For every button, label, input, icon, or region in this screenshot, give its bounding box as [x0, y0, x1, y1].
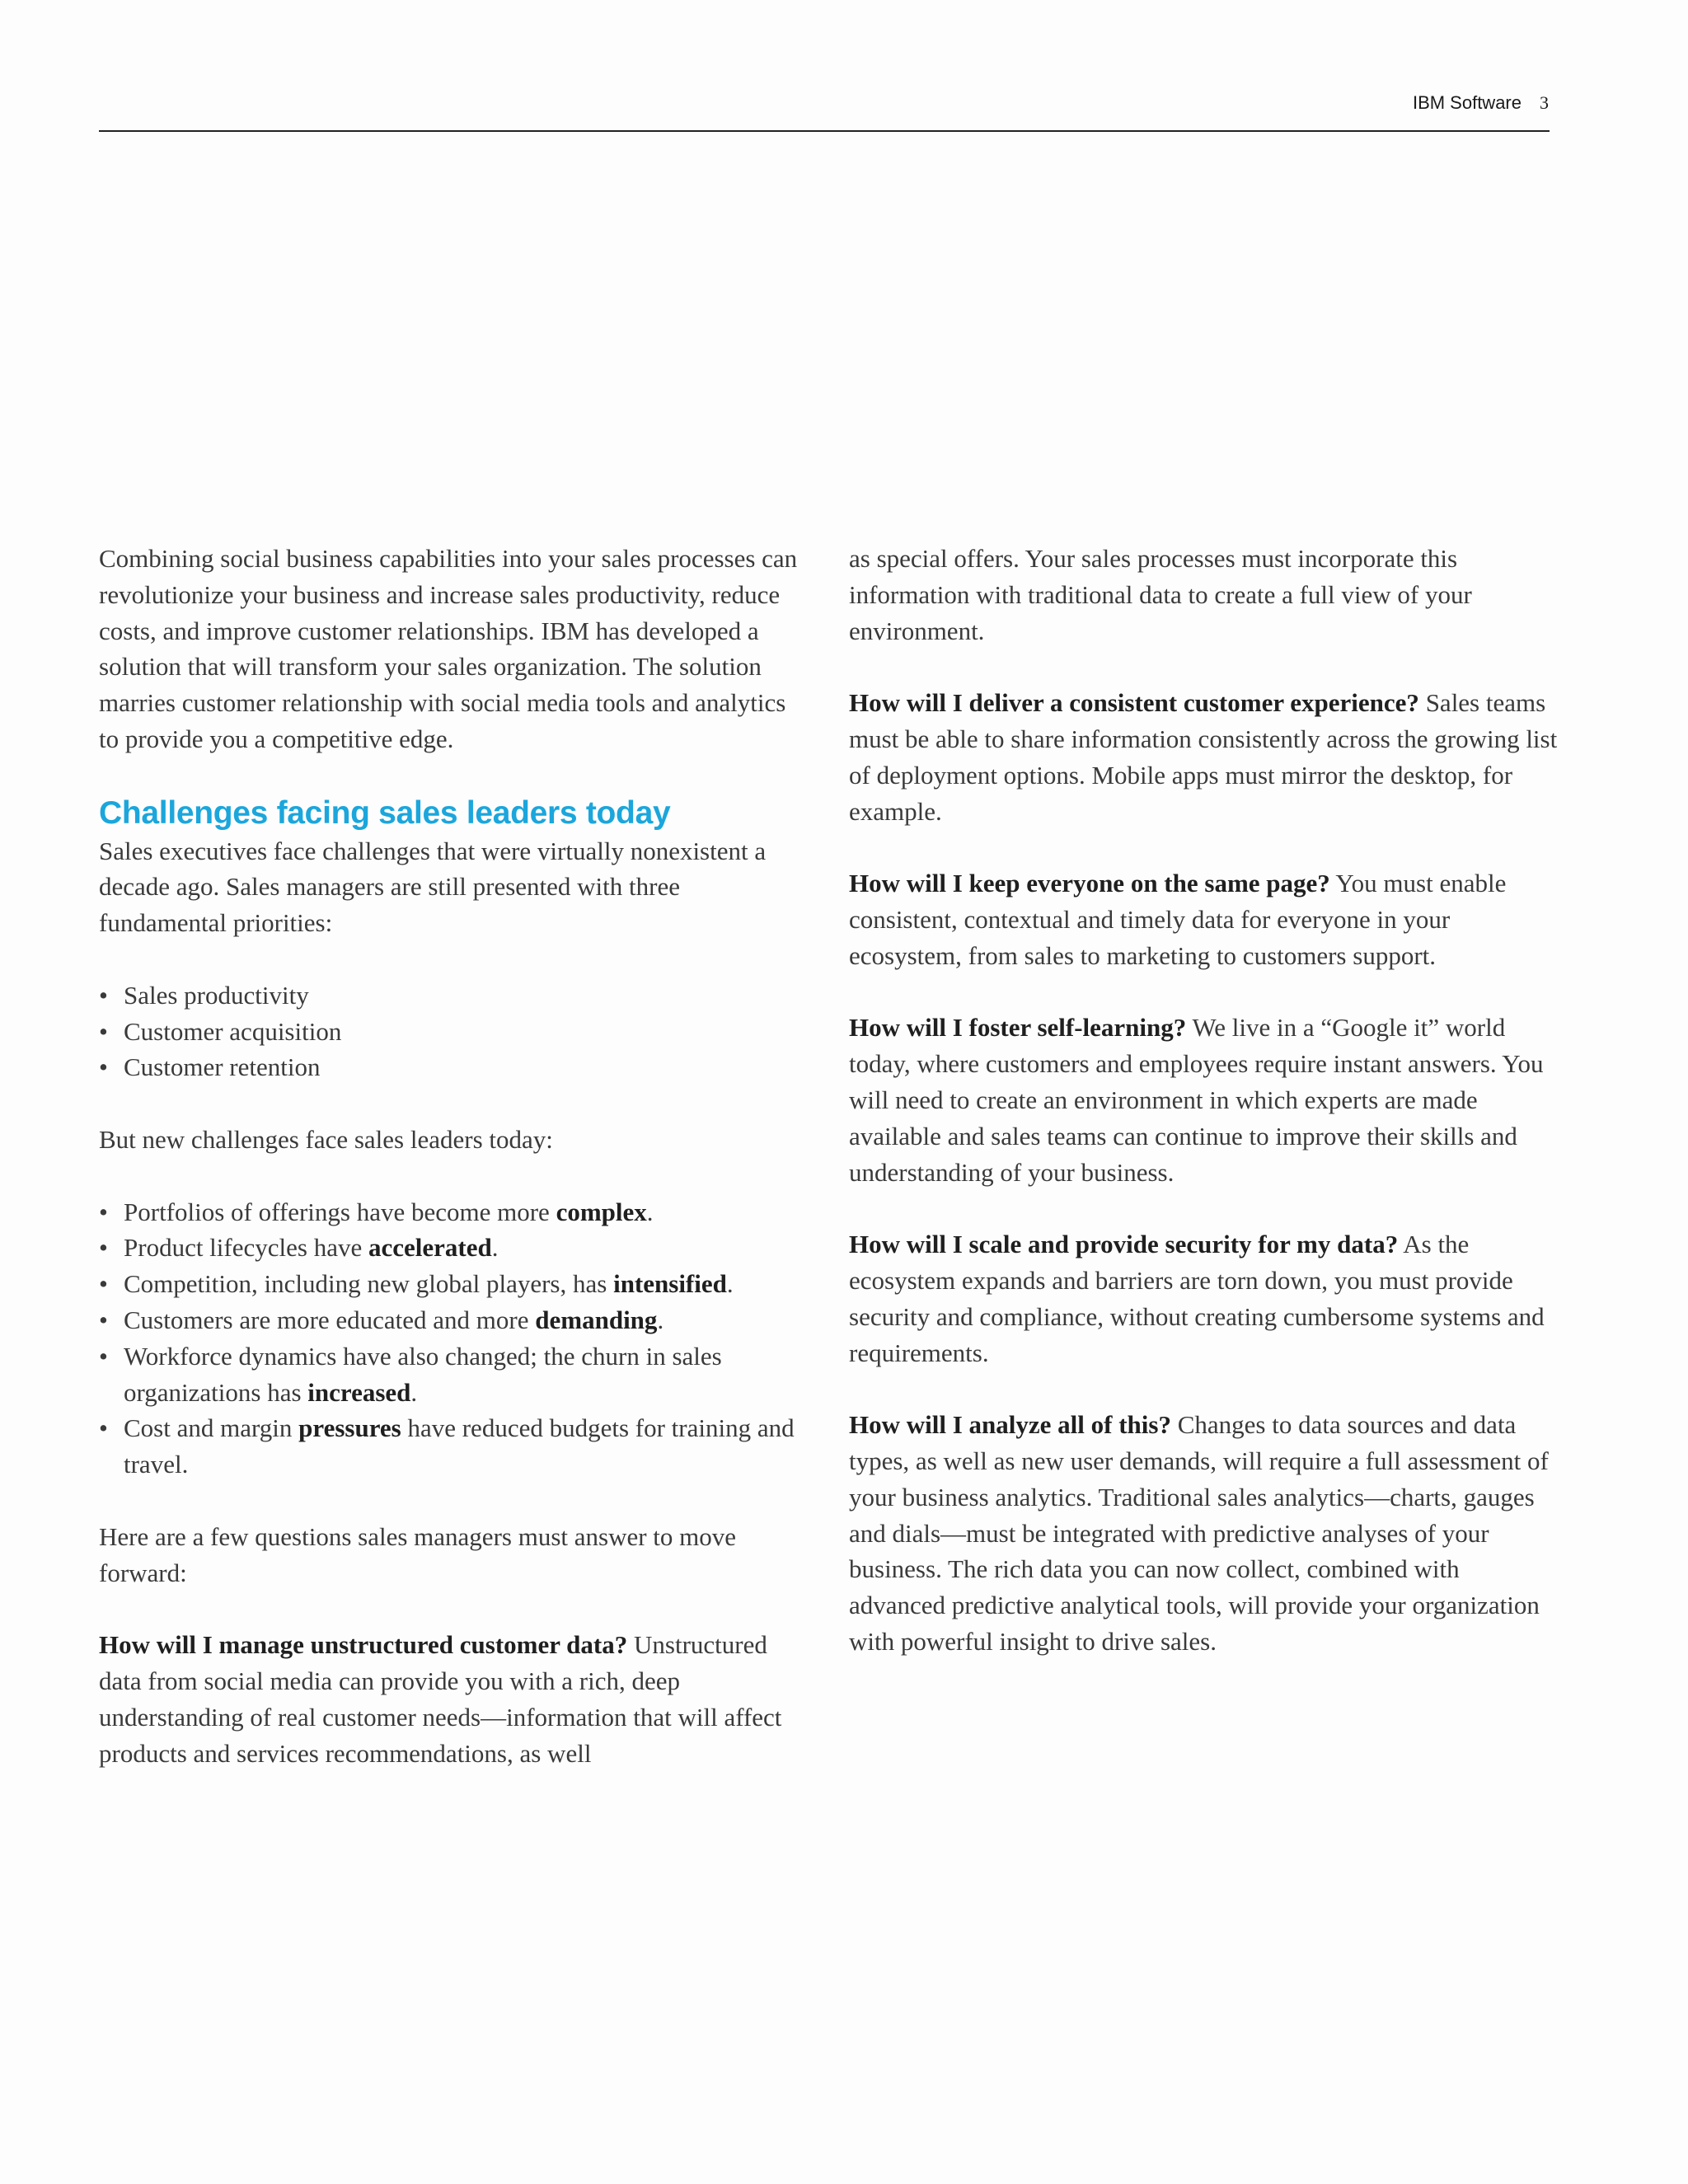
bullet-icon: • [99, 1233, 108, 1263]
page-number: 3 [1540, 92, 1549, 113]
question-title: How will I analyze all of this? [849, 1410, 1171, 1440]
question-title: How will I deliver a consistent customer experience? [849, 688, 1419, 718]
bullet-icon: • [99, 1269, 108, 1299]
question-paragraph: How will I deliver a consistent customer experience? Sales teams must be able to share information consistently across the growing list of deployment options. Mobile apps must mirror the desktop, for example. [849, 688, 1558, 826]
list-item: • Customer acquisition [99, 1014, 799, 1050]
challenges-intro-paragraph: Sales executives face challenges that were virtually nonexistent a decade ago. Sales managers are still presented with three fundamental priorities: [99, 836, 767, 938]
list-item: • Competition, including new global players, has intensified. [99, 1266, 799, 1302]
question-title: How will I keep everyone on the same page? [849, 869, 1330, 898]
question-paragraph: How will I scale and provide security for my data? As the ecosystem expands and barriers are torn down, you must provide security and compliance, without creating cumbersome systems and requirements. [849, 1230, 1545, 1367]
challenges-list [99, 1194, 799, 1483]
bullet-icon: • [99, 1341, 108, 1371]
question-title: How will I scale and provide security for my data? [849, 1230, 1399, 1259]
list-item: • Product lifecycles have accelerated. [99, 1230, 799, 1266]
section-heading: Challenges facing sales leaders today [99, 794, 671, 831]
right-column [849, 541, 1558, 1660]
list-item: • Cost and margin pressures have reduced budgets for training and travel. [99, 1410, 799, 1483]
priorities-list [99, 977, 799, 1085]
question-paragraph: How will I keep everyone on the same page? You must enable consistent, contextual and timely data for everyone in your ecosystem, from sales to marketing to customers support. [849, 869, 1507, 970]
questions-intro-paragraph: Here are a few questions sales managers must answer to move forward: [99, 1521, 737, 1587]
page-header [1413, 92, 1549, 114]
left-column [99, 541, 799, 1771]
bullet-icon: • [99, 1197, 108, 1226]
bullet-icon: • [99, 1413, 108, 1443]
list-item: • Customer retention [99, 1049, 799, 1085]
question-title: How will I foster self-learning? [849, 1013, 1187, 1043]
intro-paragraph: Combining social business capabilities into your sales processes can revolutionize your business and increase sales productivity, reduce costs, and improve customer relationships. IBM has developed a solution that will transform your sales organization. The solution marries customer relationship with social media tools and analytics to provide you a competitive edge. [99, 544, 798, 753]
new-challenges-paragraph: But new challenges face sales leaders today: [99, 1124, 553, 1154]
question-paragraph: How will I manage unstructured customer data? Unstructured data from social media can provide you with a rich, deep understanding of real customer needs—information that will affect products and services recommendations, as well [99, 1630, 782, 1768]
list-item: • Customers are more educated and more demanding. [99, 1302, 799, 1338]
header-divider [99, 130, 1550, 132]
question-title: How will I manage unstructured customer data? [99, 1630, 628, 1660]
bullet-icon: • [99, 1052, 108, 1082]
question-paragraph: How will I foster self-learning? We live in a “Google it” world today, where customers and employees require instant answers. You will need to create an environment in which experts are made available and sales teams can continue to improve their skills and understanding of your business. [849, 1013, 1544, 1187]
list-item: • Portfolios of offerings have become more complex. [99, 1194, 799, 1230]
header-brand: IBM Software [1412, 92, 1522, 113]
question-paragraph: How will I analyze all of this? Changes to data sources and data types, as well as new user demands, will require a full assessment of your business analytics. Traditional sales analytics—charts, gauges and dials—must be integrated with predictive analyses of your business. The rich data you can now collect, combined with advanced predictive analytical tools, will provide your organization with powerful insight to drive sales. [849, 1410, 1549, 1656]
list-item: • Workforce dynamics have also changed; the churn in sales organizations has increased. [99, 1338, 799, 1411]
bullet-icon: • [99, 1016, 108, 1046]
continuation-paragraph: as special offers. Your sales processes must incorporate this information with traditional data to create a full view of your environment. [849, 544, 1472, 645]
bullet-icon: • [99, 1305, 108, 1334]
list-item: • Sales productivity [99, 977, 799, 1014]
bullet-icon: • [99, 980, 108, 1010]
